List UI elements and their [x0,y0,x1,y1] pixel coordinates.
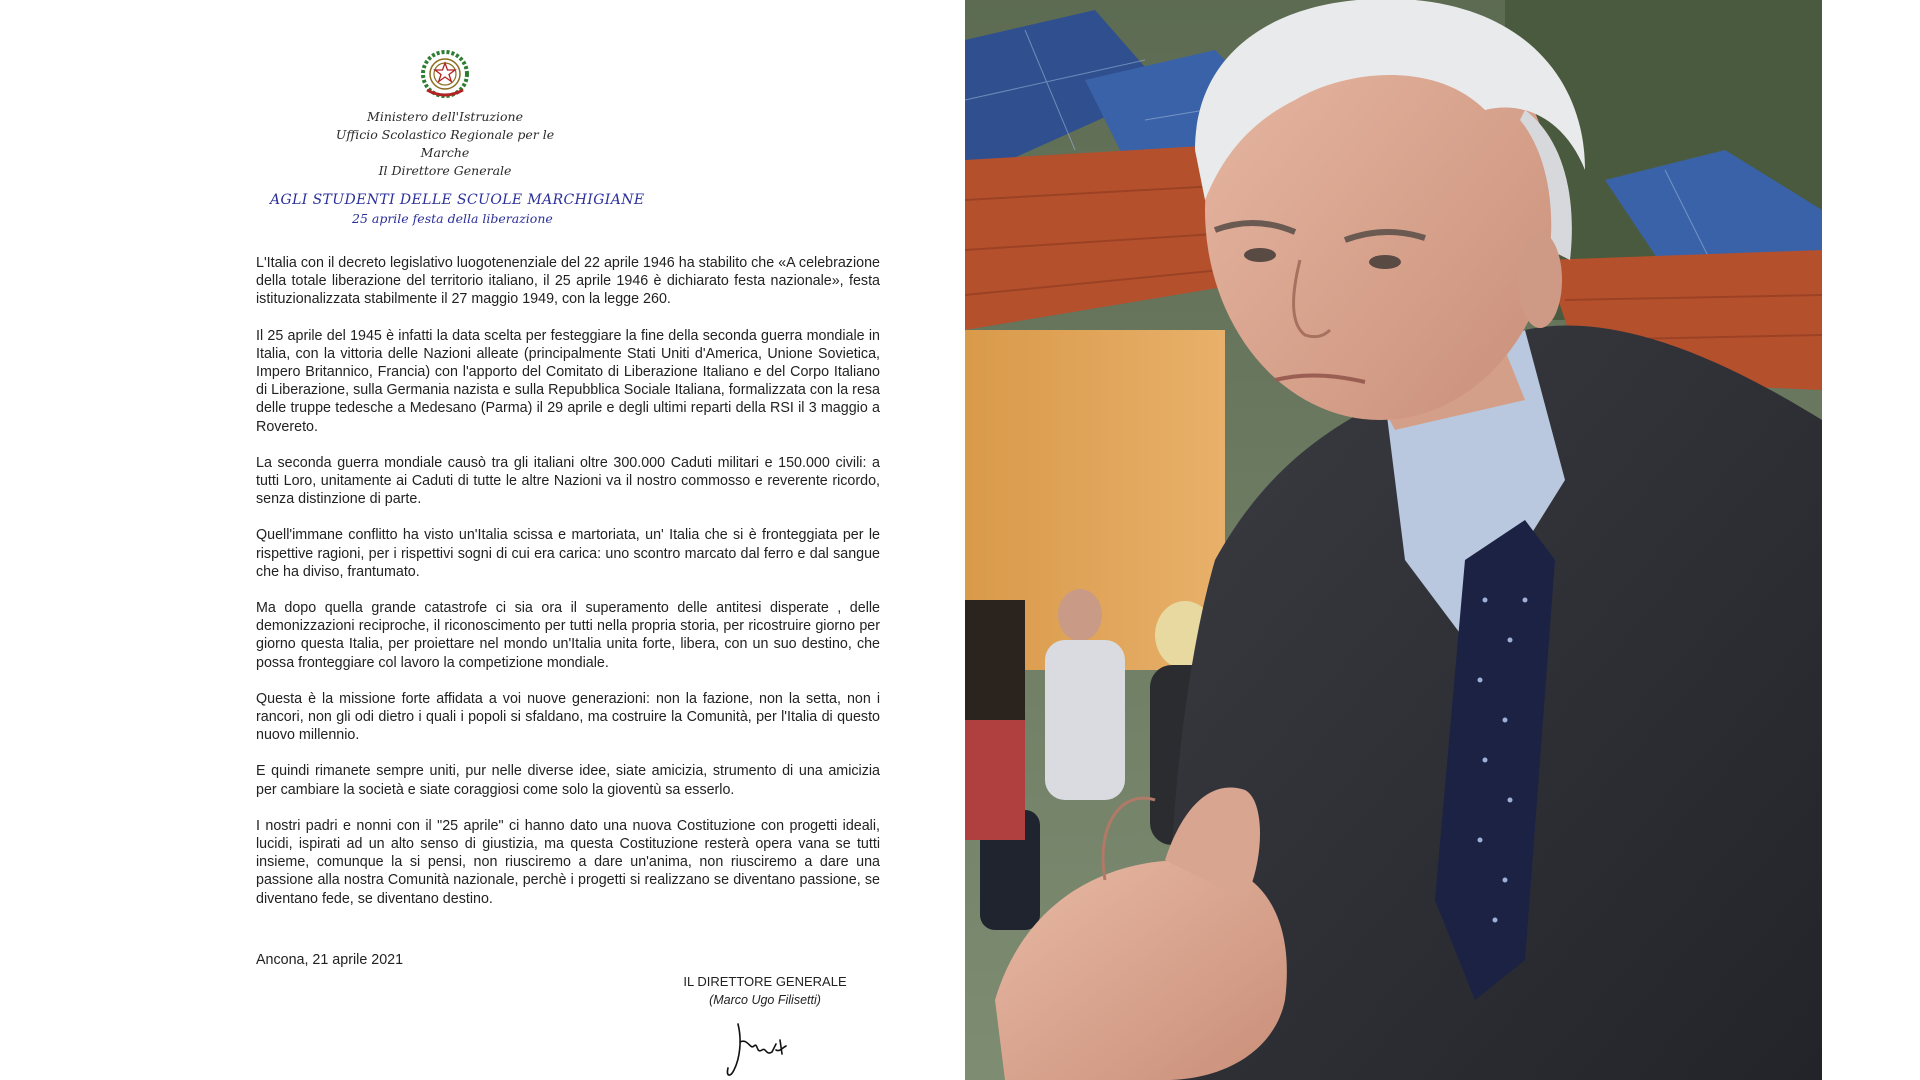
body-paragraph: I nostri padri e nonni con il "25 aprile" ci hanno dato una nuova Costituzione con progetti ideali, lucidi, ispirati ad un alto senso di giustizia, ma questa Costituzione resterà opera vana se tutti insieme, comunque la si pensi, non riusciremo a dare un'anima, non riusciremo a dare una passione alla nostra Comunità nazionale, perchè i progetti si realizzano se diventano passione, se diventano fede, se diventano destino. [256,817,880,907]
letterhead-ministry: Ministero dell'Istruzione [367,109,523,124]
body-paragraph: L'Italia con il decreto legislativo luogotenenziale del 22 aprile 1946 ha stabilito che «A celebrazione della totale liberazione del territorio italiano, il 25 aprile 1946 è dichiarato festa nazionale», festa istituzionalizzata stabilmente il 27 maggio 1949, con la legge 260. [256,255,880,308]
body-paragraph: Ma dopo quella grande catastrofe ci sia ora il superamento delle antitesi disperate , delle demonizzazioni reciproche, il riconoscimento per tutti nella propria storia, per ricostruire giorno per giorno questa Italia, per proiettare nel mondo un'Italia unita forte, libera, con un suo destino, che possa fronteggiare col lavoro la competizione mondiale. [256,600,880,671]
photo-illustration [965,0,1822,1080]
handwritten-signature [720,1020,810,1080]
body-paragraph: Questa è la missione forte affidata a voi nuove generazioni: non la fazione, non la setta, non i rancori, non gli odi dietro i quali i popoli si sfaldano, ma costruire la Comunità, per l'Italia di questo nuovo millennio. [256,690,880,744]
letter-body [256,254,880,926]
body-paragraph: Il 25 aprile del 1945 è infatti la data scelta per festeggiare la fine della seconda guerra mondiale in Italia, con la vittoria delle Nazioni alleate (principalmente Stati Uniti d'America, Unione Sovietica, Impero Britannico, Francia) con l'apporto del Comitato di Liberazione Italiano e del Corpo Italiano di Liberazione, sulla Germania nazista e sulla Repubblica Sociale Italiana, formalizzata con la resa delle truppe tedesche a Medesano (Parma) il 29 aprile e degli ultimi reparti della RSI il 3 maggio a Rovereto. [256,327,880,435]
letterhead [310,108,580,180]
italian-republic-emblem-icon [418,48,472,102]
body-paragraph: Quell'immane conflitto ha visto un'Italia scissa e martoriata, un' Italia che si è fronteggiata per le rispettive ragioni, per i rispettivi sogni di cui era carica: uno scontro marcato dal ferro e dal sangue che ha diviso, frantumato. [256,527,880,580]
subject-line: 25 aprile festa della liberazione [352,211,553,226]
recipients-line: AGLI STUDENTI DELLE SCUOLE MARCHIGIANE [270,192,645,208]
signature-block [655,973,875,1009]
dateline: Ancona, 21 aprile 2021 [256,952,404,968]
letterhead-director: Il Direttore Generale [378,163,512,178]
letterhead-office: Ufficio Scolastico Regionale per le Marche [335,127,555,160]
portrait-photo [965,0,1822,1080]
recipients-heading [270,192,670,226]
body-paragraph: La seconda guerra mondiale causò tra gli italiani oltre 300.000 Caduti militari e 150.000 civili: a tutti Loro, unitamente ai Caduti di tutte le altre Nazioni va il nostro commosso e reverente ricordo, senza distinzione di parte. [256,454,880,508]
body-paragraph: E quindi rimanete sempre uniti, pur nelle diverse idee, siate amicizia, strumento di una amicizia per cambiare la società e siate coraggiosi come solo la gioventù sa esserlo. [256,763,880,798]
signatory-name: (Marco Ugo Filisetti) [709,993,821,1007]
signatory-title: IL DIRETTORE GENERALE [683,974,847,989]
